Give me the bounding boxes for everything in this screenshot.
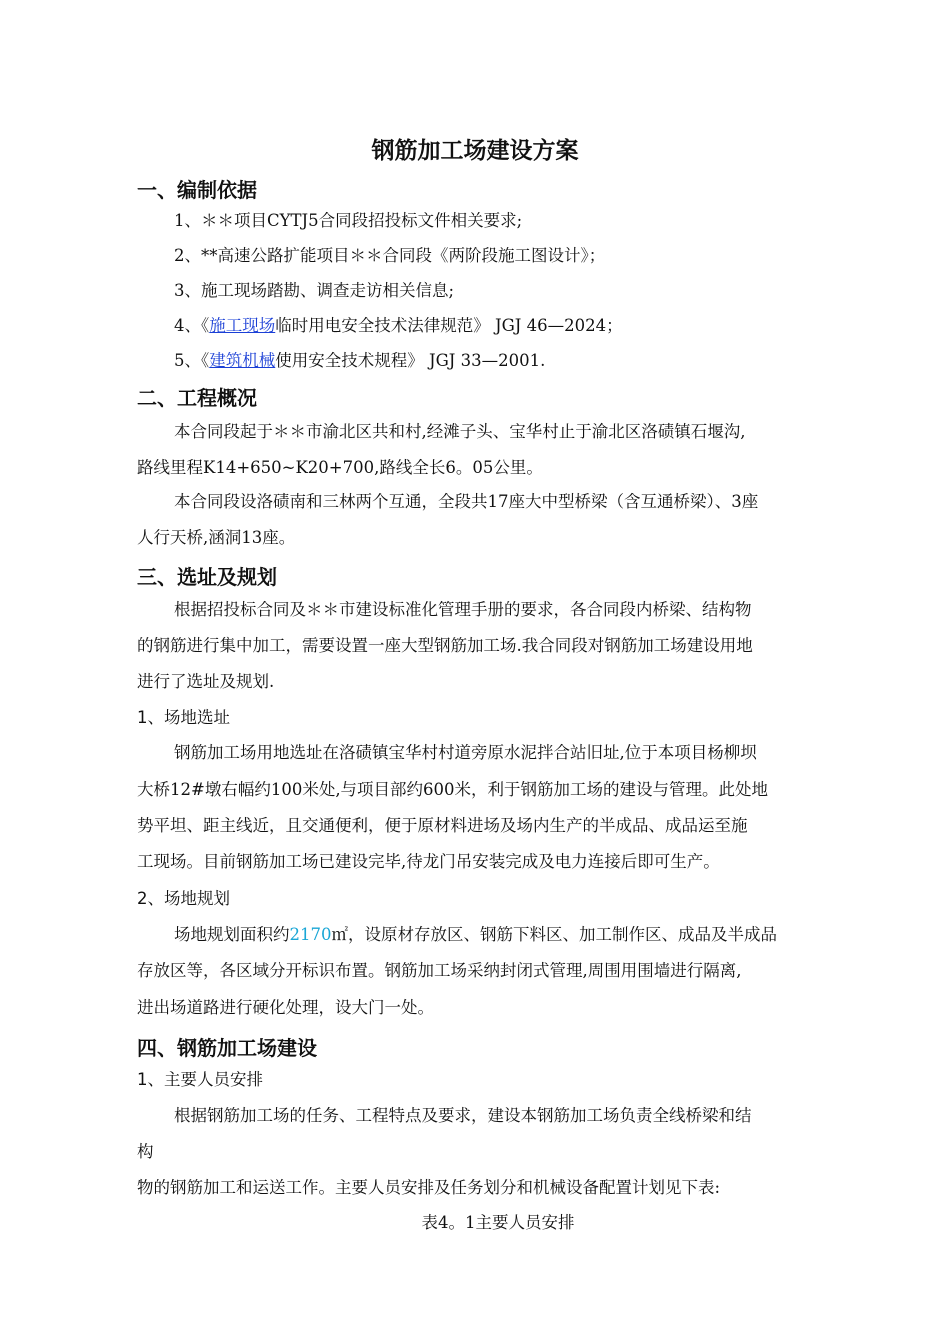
- area-value: 2170: [289, 925, 332, 944]
- site-p2-line2: 大桥12#墩右幅约100米处,与项目部约600米，利于钢筋加工场的建设与管理。此处地: [137, 780, 769, 799]
- link-construction-site[interactable]: 施工现场: [209, 316, 276, 335]
- section-heading-overview: 二、工程概况: [137, 386, 257, 410]
- link-construction-machinery[interactable]: 建筑机械: [209, 351, 276, 370]
- overview-p1-line2: 路线里程K14+650~K20+700,路线全长6。05公里。: [137, 458, 543, 477]
- section-heading-basis: 一、编制依据: [137, 178, 257, 202]
- overview-p1-line1: 本合同段起于＊＊市渝北区共和村,经滩子头、宝华村止于渝北区洛碛镇石堰沟,: [174, 422, 746, 441]
- site-p2-line4: 工现场。目前钢筋加工场已建设完毕,待龙门吊安装完成及电力连接后即可生产。: [137, 852, 720, 871]
- basis-item-1: 1、＊＊项目CYTJ5合同段招投标文件相关要求;: [174, 211, 523, 230]
- site-p2-line1: 钢筋加工场用地选址在洛碛镇宝华村村道旁原水泥拌合站旧址,位于本项目杨柳坝: [174, 743, 757, 762]
- basis-item-2: 2、**高速公路扩能项目＊＊合同段《两阶段施工图设计》；: [174, 246, 606, 265]
- subheading-site-selection: 1、场地选址: [137, 708, 230, 727]
- table-caption: 表4。1主要人员安排: [421, 1213, 575, 1232]
- site-p1-line1: 根据招投标合同及＊＊市建设标准化管理手册的要求，各合同段内桥梁、结构物: [174, 600, 752, 619]
- site-p3-line2: 存放区等，各区域分开标识布置。钢筋加工场采纳封闭式管理,周围用围墙进行隔离,: [137, 961, 742, 980]
- basis-item-4: 4、《施工现场临时用电安全技术法律规范》 JGJ 46—2024；: [174, 316, 623, 335]
- overview-p2-line2: 人行天桥,涵洞13座。: [137, 528, 296, 547]
- site-p3-line1: 场地规划面积约2170㎡，设原材存放区、钢筋下料区、加工制作区、成品及半成品: [174, 925, 777, 944]
- personnel-p1-line2: 构: [137, 1142, 154, 1161]
- site-p2-line3: 势平坦、距主线近，且交通便利，便于原材料进场及场内生产的半成品、成品运至施: [137, 816, 748, 835]
- personnel-p1-line3: 物的钢筋加工和运送工作。主要人员安排及任务划分和机械设备配置计划见下表:: [137, 1178, 721, 1197]
- basis-item-5: 5、《建筑机械使用安全技术规程》 JGJ 33—2001.: [174, 351, 546, 370]
- overview-p2-line1: 本合同段设洛碛南和三林两个互通，全段共17座大中型桥梁（含互通桥梁）、3座: [174, 492, 759, 511]
- site-p1-line2: 的钢筋进行集中加工，需要设置一座大型钢筋加工场.我合同段对钢筋加工场建设用地: [137, 636, 753, 655]
- section-heading-construction: 四、钢筋加工场建设: [137, 1036, 317, 1060]
- site-p1-line3: 进行了选址及规划.: [137, 672, 275, 691]
- subheading-personnel: 1、主要人员安排: [137, 1070, 263, 1089]
- site-p3-line3: 进出场道路进行硬化处理，设大门一处。: [137, 998, 434, 1017]
- document-title: 钢筋加工场建设方案: [371, 138, 579, 164]
- section-heading-site: 三、选址及规划: [137, 565, 277, 589]
- basis-item-3: 3、施工现场踏勘、调查走访相关信息;: [174, 281, 455, 300]
- subheading-site-planning: 2、场地规划: [137, 889, 230, 908]
- personnel-p1-line1: 根据钢筋加工场的任务、工程特点及要求，建设本钢筋加工场负责全线桥梁和结: [174, 1106, 752, 1125]
